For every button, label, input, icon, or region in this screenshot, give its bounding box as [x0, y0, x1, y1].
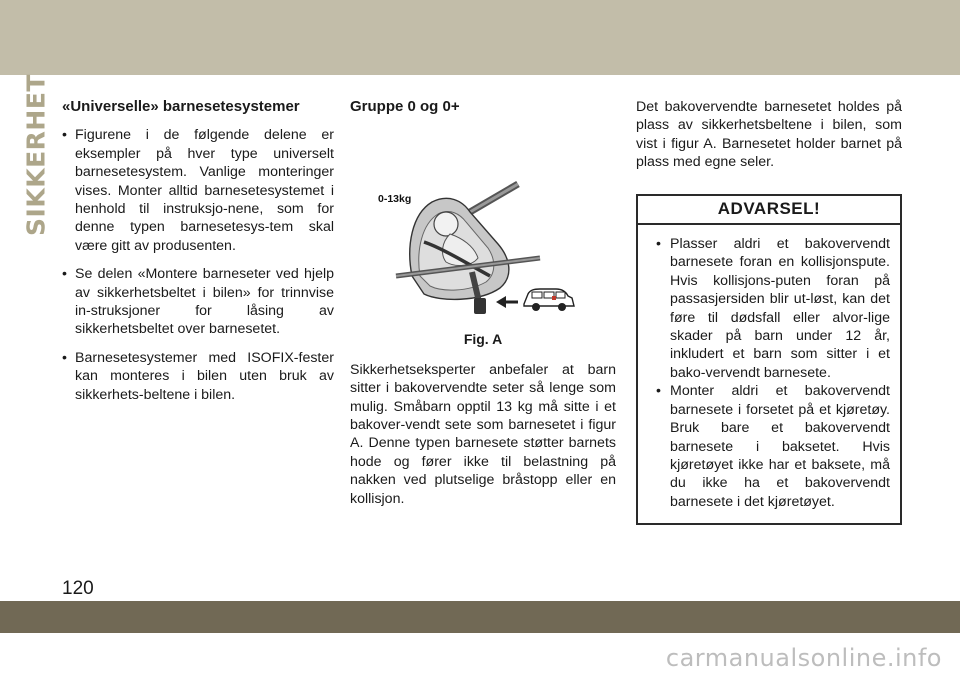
- bullet-icon: •: [62, 349, 67, 366]
- watermark: carmanualsonline.info: [665, 644, 942, 672]
- bullet-item: • Barnesetesystemer med ISOFIX-fester kan monteres i bilen uten bruk av sikkerhets-beltene i bilen.: [62, 349, 334, 403]
- bullet-icon: •: [62, 127, 67, 144]
- bullet-item: • Figurene i de følgende delene er eksempler på hver type universelt barnesetesystem. Vanlige monteringer vises. Monter alltid barnesetesystemet i henhold til instruksjo-nene, som for denne typen barnesetesys-tem skal være gitt av produsenten.: [62, 127, 334, 254]
- figure-a: [350, 126, 616, 326]
- bullet-icon: •: [656, 383, 661, 400]
- column-universal-systems: [62, 98, 334, 414]
- heading-universal-systems: «Universelle» barnesetesystemer: [62, 98, 300, 115]
- figure-caption: Fig. A: [463, 331, 503, 348]
- car-icon: [524, 289, 574, 311]
- bullet-icon: •: [62, 266, 67, 283]
- header-band: [0, 0, 960, 75]
- column-group-0: [350, 98, 616, 508]
- rear-facing-child-seat-illustration: [350, 126, 616, 326]
- bullet-list: [62, 126, 334, 404]
- page-number: 120: [62, 578, 94, 599]
- footer-band: [0, 601, 960, 633]
- warning-box: [636, 194, 902, 526]
- column-warning: [636, 98, 902, 525]
- heading-group-0: Gruppe 0 og 0+: [350, 98, 460, 115]
- warning-title: ADVARSEL!: [638, 196, 900, 225]
- warning-item: • Monter aldri et bakovervendt barnesete i forsetet på et kjøretøy. Bruk bare et bakovervendt barnesete i baksetet. Hvis kjøretøyet ikke har et baksete, må du ikke ha et bakovervendt barnesete i det kjøretøyet.: [656, 383, 890, 510]
- warning-item: • Plasser aldri et bakovervendt barnesete foran en kollisjonspute. Hvis kollisjons-puten foran på passasjersiden blir ut-løst, kan det føre til dødsfall eller alvor-lige skader på barn under 12 år, inkludert et barn som sitter i et bako-vervendt barnesete.: [656, 236, 890, 381]
- paragraph-safety-experts: Sikkerhetseksperter anbefaler at barn sitter i bakovervendte seter så lenge som mulig. Småbarn opptil 13 kg må sitte i et bakover-vendt sete som barnesetet i figur A. Denne typen barnesete støtter barnets hode og fører ikke til belastning på nakken ved plutselige bråstopp eller en kollisjon.: [350, 361, 616, 507]
- weight-label: 0-13kg: [378, 193, 412, 206]
- section-tab-label: SIKKERHET: [21, 74, 51, 236]
- bullet-icon: •: [656, 236, 661, 253]
- section-tab: [21, 74, 51, 236]
- paragraph-rear-facing: Det bakovervendte barnesetet holdes på plass av sikkerhetsbeltene i bilen, som vist i figur A. Barnesetet holder barnet på plass med egne seler.: [636, 99, 902, 171]
- warning-list: [638, 225, 900, 523]
- bullet-item: • Se delen «Montere barneseter ved hjelp av sikkerhetsbeltet i bilen» for trinnvise in-struksjoner for låsing av sikkerhetsbeltet over barnesetet.: [62, 266, 334, 338]
